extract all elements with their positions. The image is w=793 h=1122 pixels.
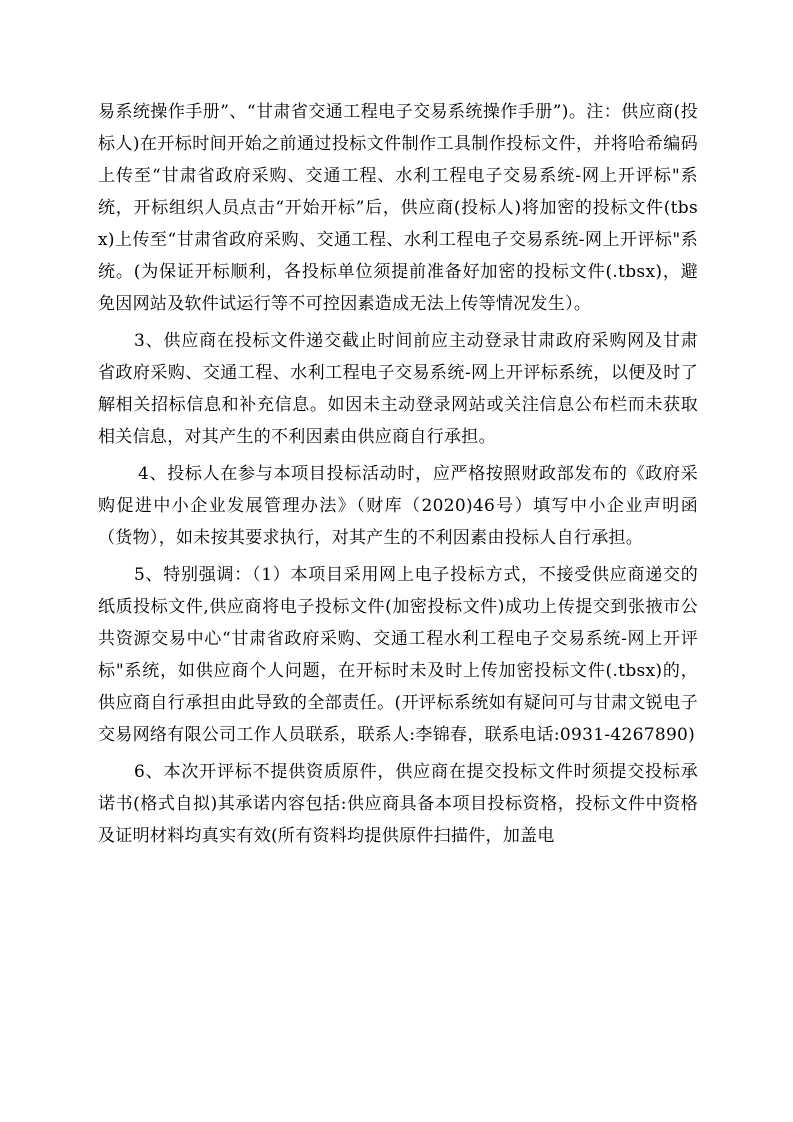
paragraph-item-5: 5、特别强调：（1）本项目采用网上电子投标方式，不接受供应商递交的纸质投标文件,供应商将电子投标文件(加密投标文件)成功上传提交到张掖市公共资源交易中心“甘肃省政府采购、交通工程水利工程电子交易系统-网上开评标"系统，如供应商个人问题，在开标时未及时上传加密投标文件(.tbsx)的，供应商自行承担由此导致的全部责任。(开评标系统如有疑问可与甘肃文锐电子交易网络有限公司工作人员联系，联系人:李锦春，联系电话:0931-4267890) <box>98 565 698 745</box>
paragraph-item-6: 6、本次开评标不提供资质原件，供应商在提交投标文件时须提交投标承诺书(格式自拟)其承诺内容包括:供应商具备本项目投标资格，投标文件中资格及证明材料均真实有效(所有资料均提供原件扫描件，加盖电 <box>98 762 698 846</box>
paragraph-item-3: 3、供应商在投标文件递交截止时间前应主动登录甘肃政府采购网及甘肃省政府采购、交通工程、水利工程电子交易系统-网上开评标系统，以便及时了解相关招标信息和补充信息。如因未主动登录网站或关注信息公布栏而未获取相关信息，对其产生的不利因素由供应商自行承担。 <box>98 331 698 447</box>
paragraph-item-4: 4、投标人在参与本项目投标活动时，应严格按照财政部发布的《政府采购促进中小企业发展管理办法》（财库（2020)46号）填写中小企业声明函（货物），如未按其要求执行，对其产生的不利因素由投标人自行承担。 <box>98 464 698 548</box>
document-body <box>98 96 698 857</box>
paragraph-continuation: 易系统操作手册”、“甘肃省交通工程电子交易系统操作手册”)。注：供应商(投标人)在开标时间开始之前通过投标文件制作工具制作投标文件，并将哈希编码上传至“甘肃省政府采购、交通工程、水利工程电子交易系统-网上开评标"系统，开标组织人员点击“开始开标”后，供应商(投标人)将加密的投标文件(tbsx)上传至“甘肃省政府采购、交通工程、水利工程电子交易系统-网上开评标"系统。(为保证开标顺利，各投标单位须提前准备好加密的投标文件(.tbsx)，避免因网站及软件试运行等不可控因素造成无法上传等情况发生）。 <box>98 102 698 314</box>
